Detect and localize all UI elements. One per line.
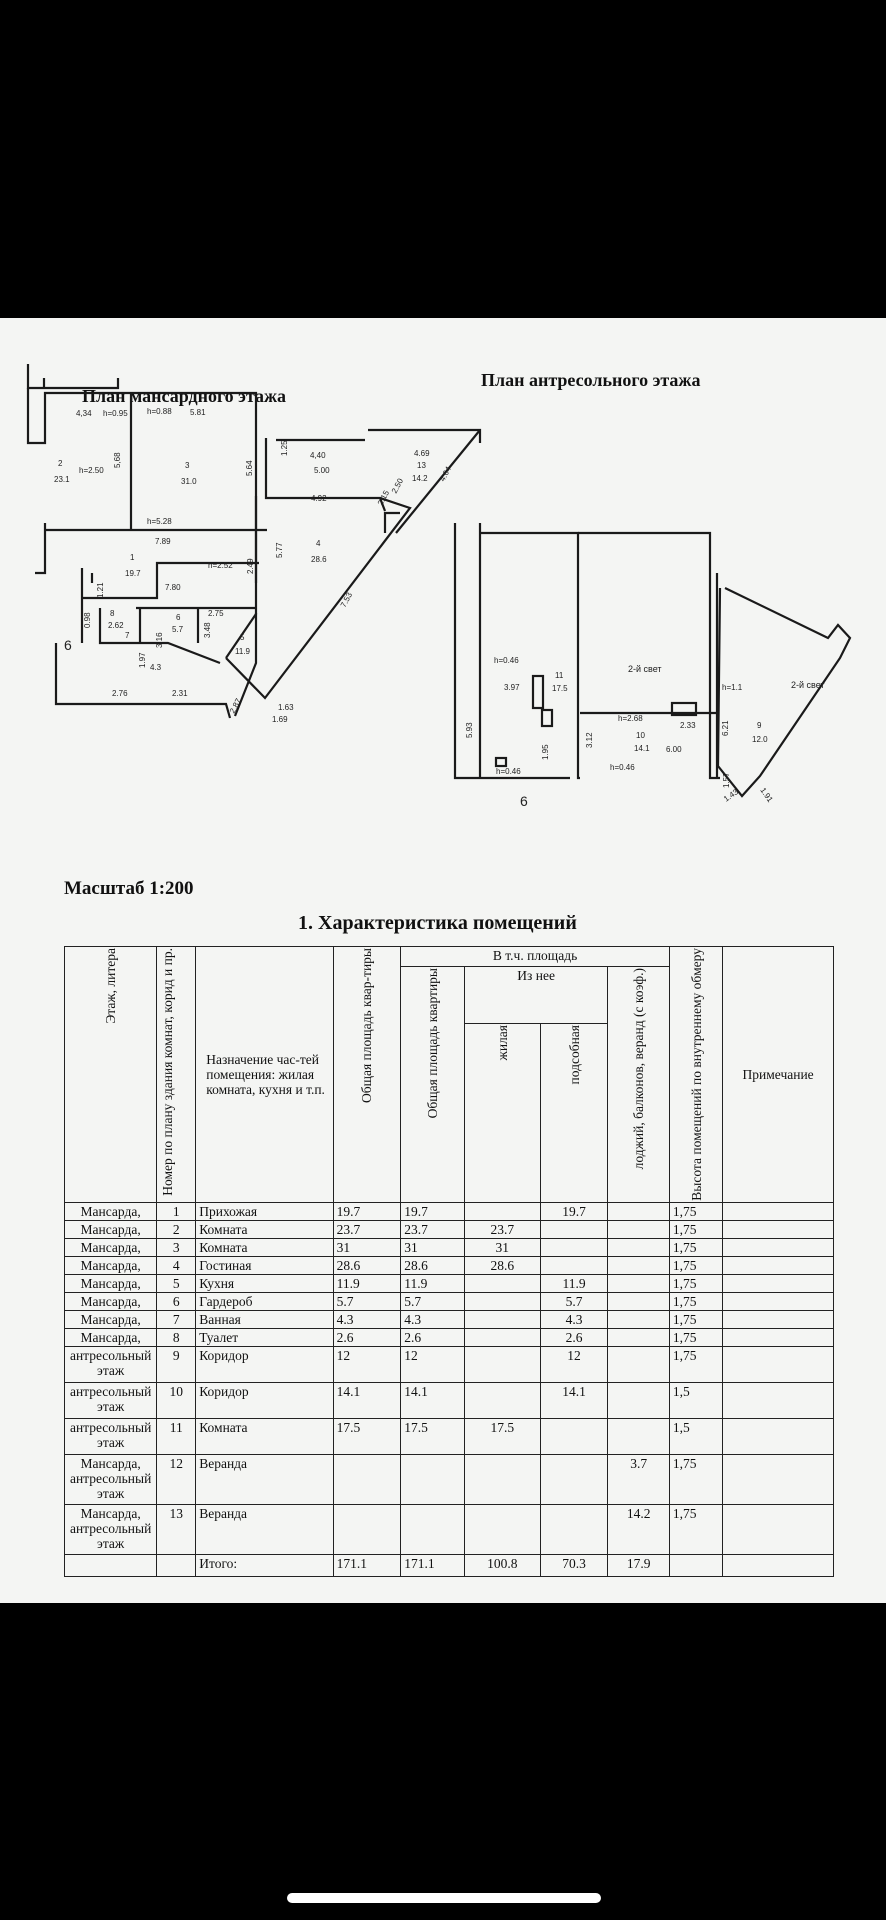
plan-label: 4.64 [437, 464, 454, 483]
plan-label: 1.57 [722, 772, 731, 788]
axis-label: 6 [64, 637, 72, 653]
table-row [65, 1274, 834, 1292]
cell-note [723, 1238, 834, 1256]
cell-floor: Мансарда, антресольный этаж [65, 1454, 157, 1504]
plan-label: h=0.88 [147, 407, 172, 416]
cell-name: Гостиная [196, 1256, 333, 1274]
plan-label: 3 [185, 461, 190, 470]
axis-label: 6 [520, 793, 528, 809]
header-living: жилая [494, 1024, 510, 1061]
plan-label: 1.43 [721, 787, 740, 804]
cell-aux: 4.3 [540, 1310, 608, 1328]
cell-aux [540, 1238, 608, 1256]
cell-loggia [608, 1292, 670, 1310]
plan-label: 5.93 [465, 722, 474, 738]
plan-label: 4,40 [310, 451, 326, 460]
mezzanine-plan-title: План антресольного этажа [481, 370, 701, 390]
cell-note [723, 1346, 834, 1382]
cell-loggia [608, 1220, 670, 1238]
totals-total: 171.1 [333, 1554, 401, 1576]
cell-name: Коридор [196, 1382, 333, 1418]
cell-total: 5.7 [333, 1292, 401, 1310]
plan-label: 5.7 [172, 625, 184, 634]
cell-no: 12 [157, 1454, 196, 1504]
plan-label: h=0.95 [103, 409, 128, 418]
cell-total: 12 [333, 1346, 401, 1382]
plan-label: 3.12 [585, 732, 594, 748]
cell-total: 4.3 [333, 1310, 401, 1328]
cell-aux [540, 1220, 608, 1238]
plan-label: 11 [555, 671, 564, 680]
cell-name: Кухня [196, 1274, 333, 1292]
plan-label: 4.69 [414, 449, 430, 458]
plan-label: 23.1 [54, 475, 70, 484]
cell-aux: 19.7 [540, 1202, 608, 1220]
cell-aux [540, 1504, 608, 1554]
cell-total: 31 [333, 1238, 401, 1256]
header-row [65, 947, 834, 967]
plan-label: 28.6 [311, 555, 327, 564]
plan-label: 2.62 [108, 621, 124, 630]
totals-row [65, 1554, 834, 1576]
cell-living: 31 [464, 1238, 540, 1256]
scale-label: Масштаб 1:200 [64, 878, 194, 899]
plan-label: 4.3 [150, 663, 162, 672]
cell-note [723, 1418, 834, 1454]
plan-label: h=2.68 [618, 714, 643, 723]
cell-living [464, 1346, 540, 1382]
plan-label: 2 [58, 459, 63, 468]
plan-label: 7.80 [165, 583, 181, 592]
table-row [65, 1504, 834, 1554]
cell-living [464, 1202, 540, 1220]
cell-no: 13 [157, 1504, 196, 1554]
cell-no: 3 [157, 1238, 196, 1256]
cell-name: Ванная [196, 1310, 333, 1328]
cell-total: 2.6 [333, 1328, 401, 1346]
cell-living [464, 1382, 540, 1418]
cell-height: 1,75 [669, 1454, 722, 1504]
cell-height: 1,75 [669, 1504, 722, 1554]
cell-note [723, 1274, 834, 1292]
header-incl-area: В т.ч. площадь [401, 947, 670, 967]
section-title: 1. Характеристика помещений [298, 912, 577, 934]
cell-total2 [401, 1504, 465, 1554]
cell-living: 28.6 [464, 1256, 540, 1274]
cell-floor: антресольный этаж [65, 1418, 157, 1454]
totals-total2: 171.1 [401, 1554, 465, 1576]
cell-height: 1,5 [669, 1418, 722, 1454]
cell-name: Веранда [196, 1454, 333, 1504]
header-number: Номер по плану здания комнат, корид и пр. [160, 948, 176, 1196]
totals-aux: 70.3 [540, 1554, 608, 1576]
cell-living [464, 1328, 540, 1346]
mansard-plan-title: План мансардного этажа [82, 386, 287, 406]
cell-living [464, 1274, 540, 1292]
plan-label: 1 [130, 553, 135, 562]
plan-label: 8 [110, 609, 115, 618]
cell-floor: антресольный этаж [65, 1382, 157, 1418]
header-floor: Этаж, литера [103, 948, 119, 1024]
plan-label: 1.97 [138, 652, 147, 668]
cell-living [464, 1454, 540, 1504]
cell-total2: 14.1 [401, 1382, 465, 1418]
plan-label: h=0.46 [496, 767, 521, 776]
cell-total2: 4.3 [401, 1310, 465, 1328]
header-total-apartment: Общая площадь квартиры [425, 968, 441, 1119]
plan-label: 14.1 [634, 744, 650, 753]
cell-height: 1,75 [669, 1256, 722, 1274]
plan-label: 2.87 [227, 696, 244, 715]
cell-aux: 5.7 [540, 1292, 608, 1310]
plan-label: 6.21 [721, 720, 730, 736]
cell-note [723, 1292, 834, 1310]
plan-label: 2.49 [246, 558, 255, 574]
cell-total: 14.1 [333, 1382, 401, 1418]
cell-loggia [608, 1274, 670, 1292]
cell-total2: 5.7 [401, 1292, 465, 1310]
plan-label: 2.33 [680, 721, 696, 730]
table-row [65, 1346, 834, 1382]
header-auxiliary: подсобная [566, 1024, 582, 1085]
plan-label: 1.95 [541, 744, 550, 760]
plan-label: 10 [636, 731, 645, 740]
plan-label: 7.89 [155, 537, 171, 546]
table-row [65, 1328, 834, 1346]
cell-name: Гардероб [196, 1292, 333, 1310]
cell-height: 1,75 [669, 1310, 722, 1328]
plan-label: 2.31 [172, 689, 188, 698]
plan-label: 13 [417, 461, 426, 470]
home-indicator[interactable] [287, 1893, 601, 1903]
cell-note [723, 1310, 834, 1328]
cell-height: 1,75 [669, 1238, 722, 1256]
cell-no: 10 [157, 1382, 196, 1418]
plan-label: 2.15 [375, 488, 392, 507]
plan-label: h=2.50 [79, 466, 104, 475]
plan-label: 12.0 [752, 735, 768, 744]
table-row [65, 1382, 834, 1418]
cell-loggia [608, 1256, 670, 1274]
plan-label: 17.5 [552, 684, 568, 693]
plan-label: 6.00 [666, 745, 682, 754]
cell-no: 5 [157, 1274, 196, 1292]
plan-label: 6 [176, 613, 181, 622]
header-total-flat: Общая площадь квар-тиры [359, 948, 375, 1104]
cell-total: 11.9 [333, 1274, 401, 1292]
cell-aux [540, 1418, 608, 1454]
cell-living [464, 1310, 540, 1328]
cell-floor: Мансарда, [65, 1292, 157, 1310]
cell-total2: 11.9 [401, 1274, 465, 1292]
cell-no: 9 [157, 1346, 196, 1382]
plan-label: 11.9 [235, 647, 250, 656]
cell-total2: 2.6 [401, 1328, 465, 1346]
cell-total2: 31 [401, 1238, 465, 1256]
plan-label: 5.81 [190, 408, 206, 417]
header-note: Примечание [723, 947, 834, 1203]
plan-label: h=5.28 [147, 517, 172, 526]
cell-floor: Мансарда, [65, 1310, 157, 1328]
table-row [65, 1310, 834, 1328]
cell-height: 1,75 [669, 1220, 722, 1238]
table-row [65, 1256, 834, 1274]
plan-label: 4,34 [76, 409, 92, 418]
plan-label: 1.21 [96, 582, 105, 598]
cell-loggia [608, 1418, 670, 1454]
cell-total: 19.7 [333, 1202, 401, 1220]
plan-label: 1.25 [280, 440, 289, 456]
plan-label: h=1.1 [722, 683, 743, 692]
mezzanine-floor-plan [0, 318, 886, 838]
cell-aux: 14.1 [540, 1382, 608, 1418]
plan-label: 1.91 [758, 785, 775, 804]
cell-aux: 2.6 [540, 1328, 608, 1346]
cell-name: Комната [196, 1238, 333, 1256]
cell-aux: 12 [540, 1346, 608, 1382]
table-row [65, 1418, 834, 1454]
plan-label: 3.97 [504, 683, 520, 692]
plan-label: 9 [757, 721, 762, 730]
cell-note [723, 1382, 834, 1418]
cell-floor: Мансарда, [65, 1220, 157, 1238]
mezz-dimension-labels [465, 656, 825, 809]
table-row [65, 1202, 834, 1220]
cell-floor: Мансарда, [65, 1328, 157, 1346]
cell-note [723, 1504, 834, 1554]
cell-loggia [608, 1202, 670, 1220]
cell-total [333, 1504, 401, 1554]
cell-name: Туалет [196, 1328, 333, 1346]
cell-no: 1 [157, 1202, 196, 1220]
cell-aux [540, 1454, 608, 1504]
totals-label: Итого: [196, 1554, 333, 1576]
cell-loggia [608, 1310, 670, 1328]
cell-living [464, 1292, 540, 1310]
cell-name: Комната [196, 1220, 333, 1238]
cell-name: Коридор [196, 1346, 333, 1382]
table-row [65, 1220, 834, 1238]
plan-label: 5.00 [314, 466, 330, 475]
plan-label: 1.63 [278, 703, 294, 712]
cell-height: 1,75 [669, 1292, 722, 1310]
cell-aux [540, 1256, 608, 1274]
cell-note [723, 1328, 834, 1346]
cell-floor: Мансарда, [65, 1274, 157, 1292]
plan-label: 2.76 [112, 689, 128, 698]
plan-label: 5,68 [113, 452, 122, 468]
cell-living [464, 1504, 540, 1554]
plan-label: 5.64 [245, 460, 254, 476]
cell-height: 1,75 [669, 1346, 722, 1382]
cell-no: 11 [157, 1418, 196, 1454]
plan-label: h=2.52 [208, 561, 233, 570]
cell-no: 6 [157, 1292, 196, 1310]
plan-label: 4 [316, 539, 321, 548]
cell-total [333, 1454, 401, 1504]
plan-label: h=0.46 [494, 656, 519, 665]
plan-label: 7.53 [338, 590, 355, 609]
header-loggias: лоджий, балконов, веранд (с коэф.) [631, 968, 647, 1170]
document-page [0, 318, 886, 1603]
header-height: Высота помещений по внутреннему обмеру [688, 948, 704, 1201]
cell-note [723, 1220, 834, 1238]
cell-height: 1,75 [669, 1274, 722, 1292]
cell-floor: Мансарда, [65, 1256, 157, 1274]
plan-label: 3.16 [155, 632, 164, 648]
cell-floor: Мансарда, [65, 1202, 157, 1220]
table-body [65, 1202, 834, 1554]
cell-floor: Мансарда, [65, 1238, 157, 1256]
plan-label: 2-й свет [791, 680, 825, 690]
table-row [65, 1238, 834, 1256]
plan-label: 7 [125, 631, 130, 640]
cell-total: 17.5 [333, 1418, 401, 1454]
cell-no: 7 [157, 1310, 196, 1328]
plan-label: 2.50 [389, 476, 406, 495]
plan-label: 0.98 [83, 612, 92, 628]
cell-no: 8 [157, 1328, 196, 1346]
cell-height: 1,75 [669, 1328, 722, 1346]
cell-living: 17.5 [464, 1418, 540, 1454]
cell-living: 23.7 [464, 1220, 540, 1238]
plan-label: 3.48 [203, 622, 212, 638]
plan-label: 1.69 [272, 715, 288, 724]
cell-aux: 11.9 [540, 1274, 608, 1292]
cell-name: Комната [196, 1418, 333, 1454]
cell-total2: 28.6 [401, 1256, 465, 1274]
table-row [65, 1292, 834, 1310]
cell-floor: антресольный этаж [65, 1346, 157, 1382]
cell-total: 28.6 [333, 1256, 401, 1274]
room-characteristics-table [64, 946, 834, 1577]
cell-name: Прихожая [196, 1202, 333, 1220]
cell-total2: 23.7 [401, 1220, 465, 1238]
plan-label: 2-й свет [628, 664, 662, 674]
plan-label: 19.7 [125, 569, 141, 578]
cell-no: 4 [157, 1256, 196, 1274]
totals-loggia: 17.9 [608, 1554, 670, 1576]
cell-no: 2 [157, 1220, 196, 1238]
cell-loggia: 3.7 [608, 1454, 670, 1504]
plan-label: 31.0 [181, 477, 197, 486]
plan-label: h=0.46 [610, 763, 635, 772]
cell-total: 23.7 [333, 1220, 401, 1238]
plan-label: 5 [240, 633, 245, 642]
cell-note [723, 1202, 834, 1220]
cell-name: Веранда [196, 1504, 333, 1554]
cell-total2: 17.5 [401, 1418, 465, 1454]
cell-loggia [608, 1346, 670, 1382]
cell-loggia [608, 1328, 670, 1346]
cell-note [723, 1256, 834, 1274]
cell-loggia [608, 1382, 670, 1418]
cell-height: 1,5 [669, 1382, 722, 1418]
cell-total2 [401, 1454, 465, 1504]
totals-living: 100.8 [464, 1554, 540, 1576]
header-purpose: Назначение час-тей помещения: жилая комната, кухня и т.п. [196, 947, 333, 1203]
header-of-which: Из нее [464, 967, 608, 1024]
cell-total2: 12 [401, 1346, 465, 1382]
cell-loggia: 14.2 [608, 1504, 670, 1554]
cell-loggia [608, 1238, 670, 1256]
cell-total2: 19.7 [401, 1202, 465, 1220]
plan-label: 14.2 [412, 474, 428, 483]
cell-floor: Мансарда, антресольный этаж [65, 1504, 157, 1554]
plan-label: 5.77 [275, 542, 284, 558]
cell-note [723, 1454, 834, 1504]
plan-label: 2.75 [208, 609, 224, 618]
cell-height: 1,75 [669, 1202, 722, 1220]
table-row [65, 1454, 834, 1504]
plan-label: 4.92 [311, 494, 327, 503]
